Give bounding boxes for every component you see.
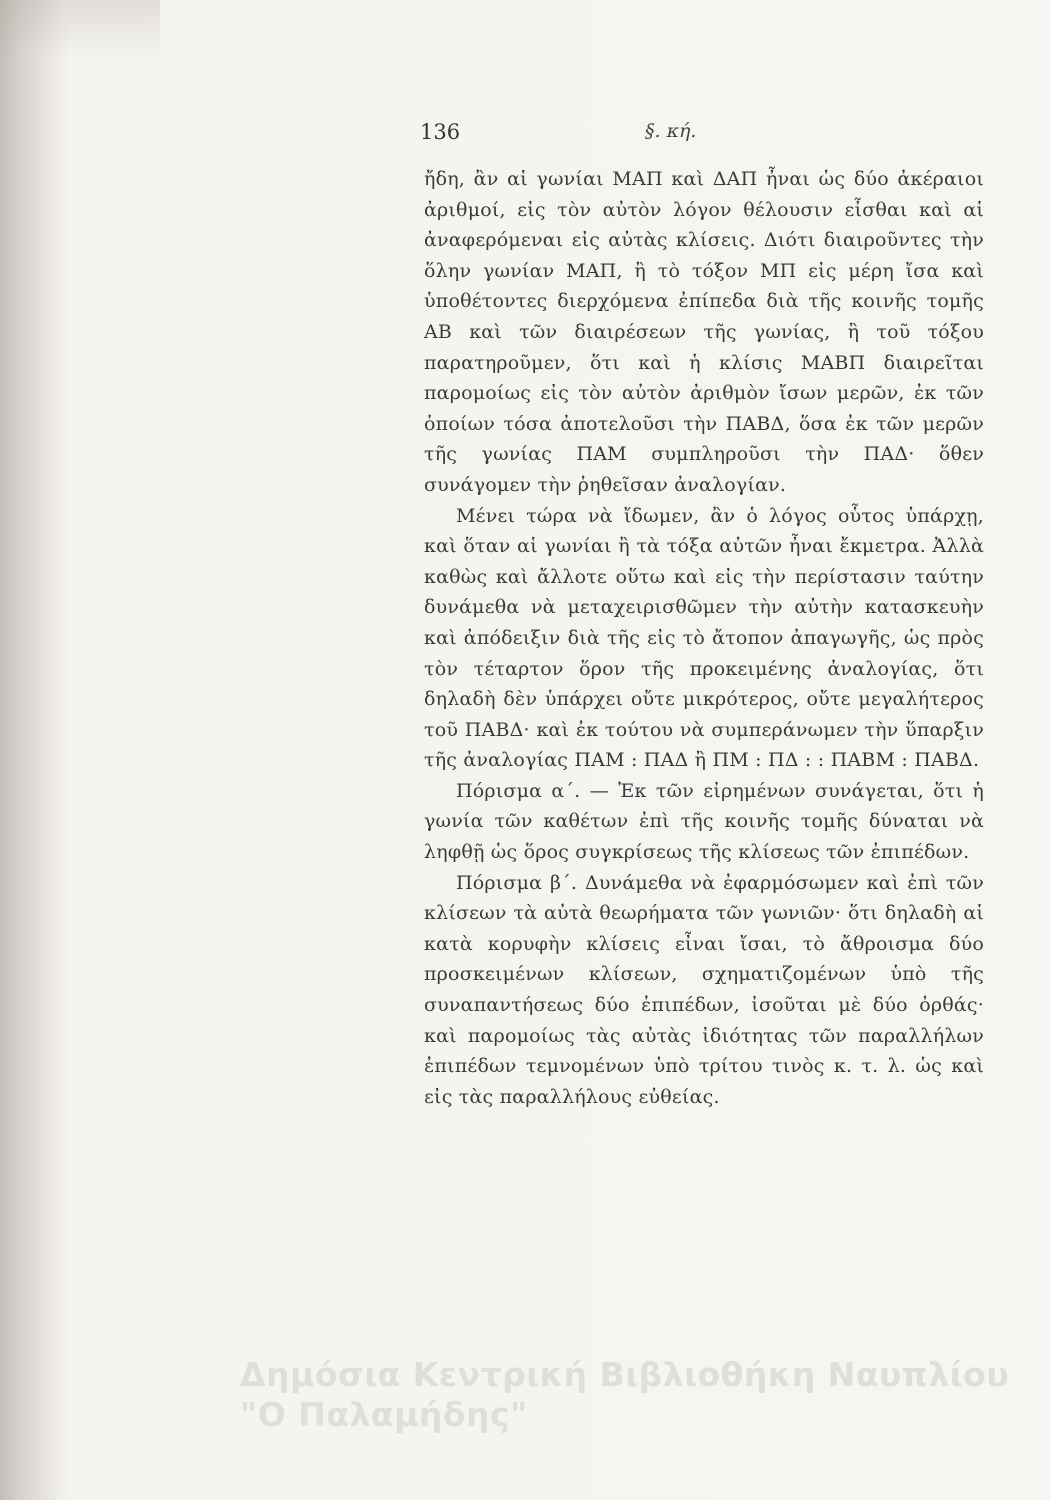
watermark-line-2: "Ο Παλαμήδης" <box>240 1395 528 1434</box>
paragraph-corollary-2: Πόρισμα β΄. Δυνάμεθα νὰ ἐφαρμόσωμεν καὶ ἐπὶ τῶν κλίσεων τὰ αὐτὰ θεωρήματα τῶν γωνιῶν· ὅτι δηλαδὴ αἱ κατὰ κορυφὴν κλίσεις εἶναι ἴσαι, τὸ ἄθροισμα δύο προσκειμένων κλίσεων, σχηματιζομένων ὑπὸ τῆς συναπαντήσεως δύο ἐπιπέδων, ἰσοῦται μὲ δύο ὀρθάς· καὶ παρομοίως τὰς αὐτὰς ἰδιότητας τῶν παραλλήλων ἐπιπέδων τεμνομένων ὑπὸ τρίτου τινὸς κ. τ. λ. ὡς καὶ εἰς τὰς παραλλήλους εὐθείας. <box>424 871 984 1108</box>
body-text <box>424 164 984 1112</box>
page-number: 136 <box>420 120 461 144</box>
paragraph-corollary-1: Πόρισμα α΄. — Ἐκ τῶν εἰρημένων συνάγεται, ὅτι ἡ γωνία τῶν καθέτων ἐπὶ τῆς κοινῆς τομῆς δύναται νὰ ληφθῇ ὡς ὅρος συγκρίσεως τῆς κλίσεως τῶν ἐπιπέδων. <box>424 779 984 864</box>
paragraph-1: ἤδη, ἂν αἱ γωνίαι ΜΑΠ καὶ ΔΑΠ ἦναι ὡς δύο ἀκέραιοι ἀριθμοί, εἰς τὸν αὐτὸν λόγον θέλουσιν εἶσθαι καὶ αἱ ἀναφερόμεναι εἰς αὐτὰς κλίσεις. Διότι διαιροῦντες τὴν ὅλην γωνίαν ΜΑΠ, ἢ τὸ τόξον ΜΠ εἰς μέρη ἴσα καὶ ὑποθέτοντες διερχόμενα ἐπίπεδα διὰ τῆς κοινῆς τομῆς ΑΒ καὶ τῶν διαιρέσεων τῆς γωνίας, ἢ τοῦ τόξου παρατηροῦμεν, ὅτι καὶ ἡ κλίσις ΜΑΒΠ διαιρεῖται παρομοίως εἰς τὸν αὐτὸν ἀριθμὸν ἴσων μερῶν, ἐκ τῶν ὁποίων τόσα ἀποτελοῦσι τὴν ΠΑΒΔ, ὅσα ἐκ τῶν μερῶν τῆς γωνίας ΠΑΜ συμπληροῦσι τὴν ΠΑΔ· ὅθεν συνάγομεν τὴν ῥηθεῖσαν ἀναλογίαν. <box>424 168 984 496</box>
paragraph-2: Μένει τώρα νὰ ἴδωμεν, ἂν ὁ λόγος οὗτος ὑπάρχῃ, καὶ ὅταν αἱ γωνίαι ἢ τὰ τόξα αὐτῶν ἦναι ἔκμετρα. Ἀλλὰ καθὼς καὶ ἄλλοτε οὕτω καὶ εἰς τὴν περίστασιν ταύτην δυνάμεθα νὰ μεταχειρισθῶμεν τὴν αὐτὴν κατασκευὴν καὶ ἀπόδειξιν διὰ τῆς εἰς τὸ ἄτοπον ἀπαγωγῆς, ὡς πρὸς τὸν τέταρτον ὅρον τῆς προκειμένης ἀναλογίας, ὅτι δηλαδὴ δὲν ὑπάρχει οὔτε μικρότερος, οὔτε μεγαλήτερος τοῦ ΠΑΒΔ· καὶ ἐκ τούτου νὰ συμπεράνωμεν τὴν ὕπαρξιν τῆς ἀναλογίας ΠΑΜ : ΠΑΔ ἢ ΠΜ : ΠΔ : : ΠΑΒΜ : ΠΑΒΔ. <box>424 504 984 772</box>
section-heading: §. κή. <box>645 120 697 142</box>
page-header <box>420 120 980 154</box>
page-corner-shadow <box>0 0 160 60</box>
library-watermark <box>240 1355 1040 1435</box>
watermark-line-1: Δημόσια Κεντρική Βιβλιοθήκη Ναυπλίου <box>240 1355 1010 1394</box>
binding-edge-shadow <box>0 0 70 1500</box>
